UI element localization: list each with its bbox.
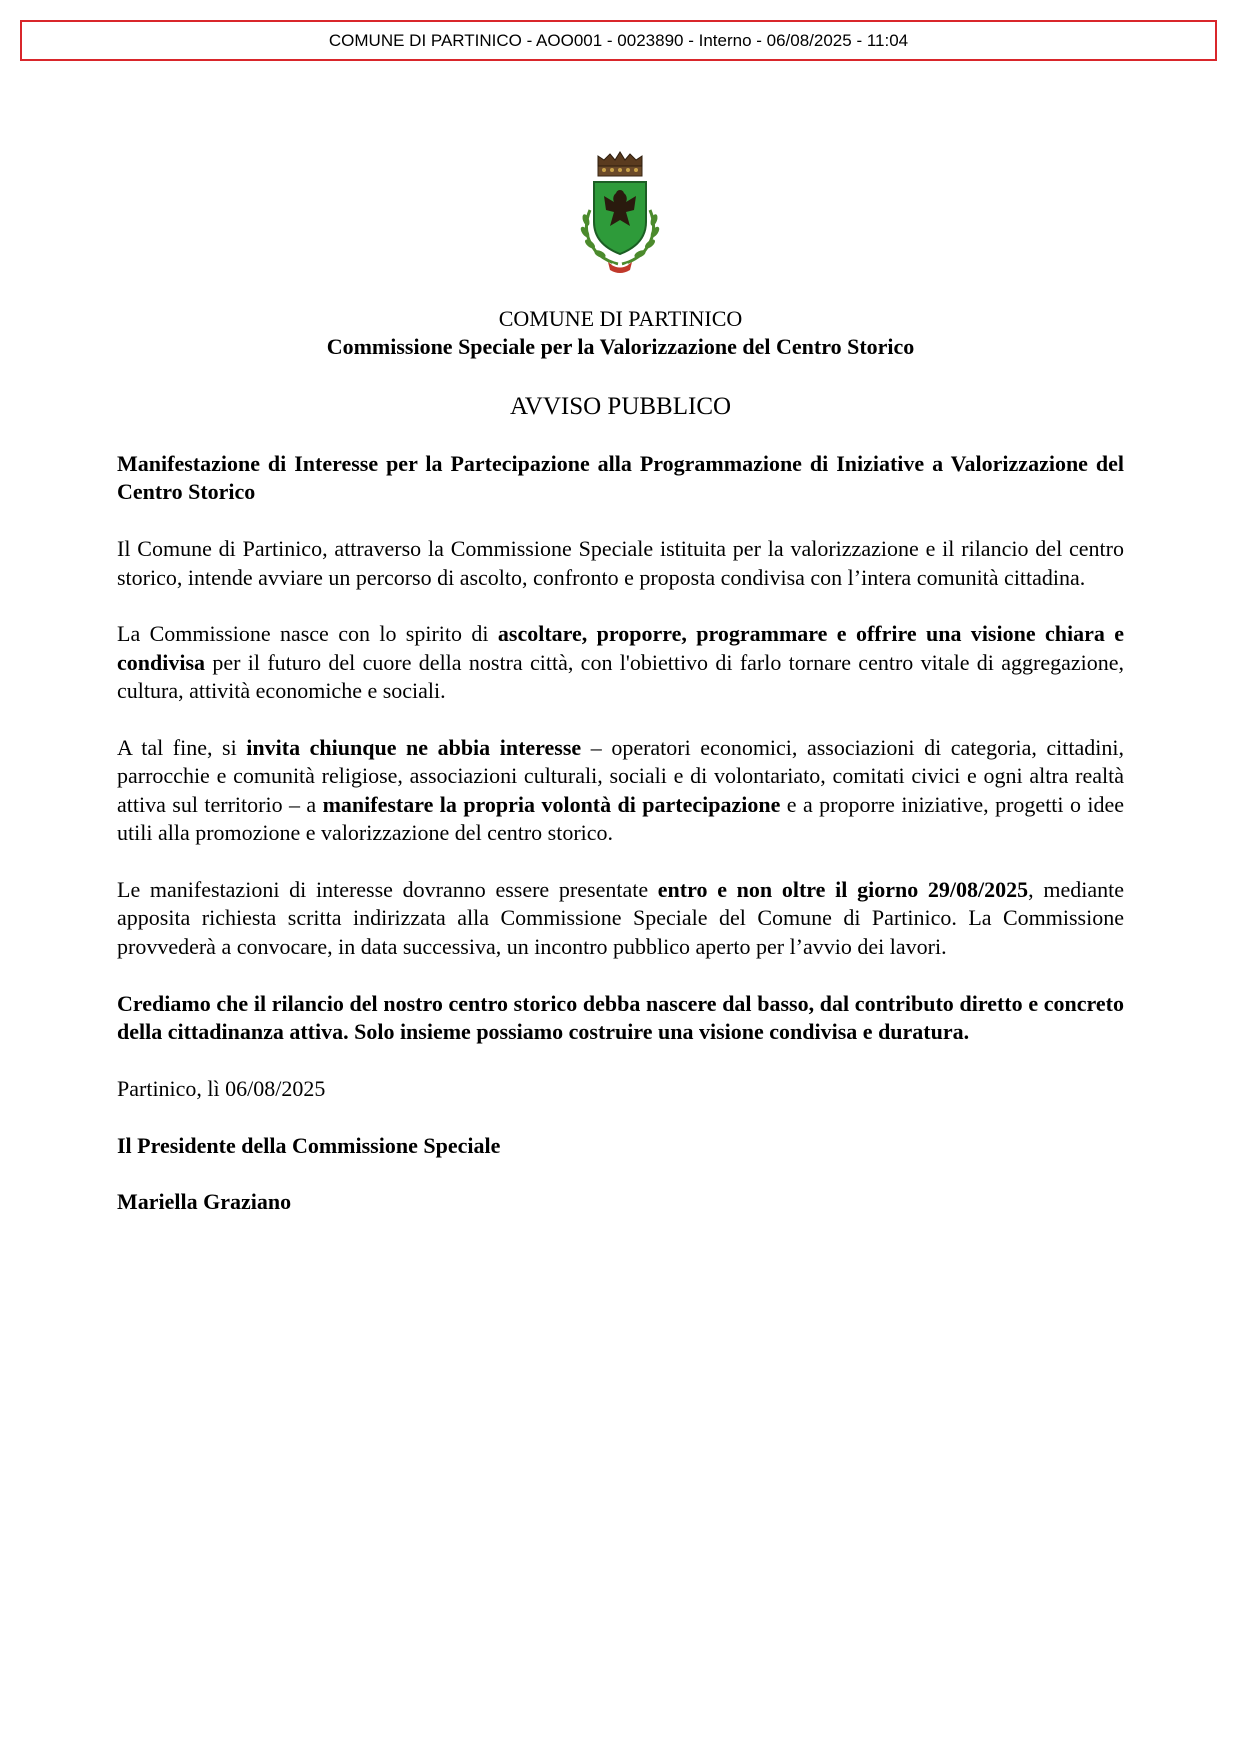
ente-title: COMUNE DI PARTINICO (498, 306, 743, 331)
paragraph-conclusion: Crediamo che il rilancio del nostro centro storico debba nascere dal basso, dal contributo diretto e concreto della cittadinanza attiva. Solo insieme possiamo costruire una visione condivisa e duratura. (117, 990, 1124, 1045)
signer-name: Mariella Graziano (117, 1189, 292, 1215)
crown-icon (598, 152, 642, 176)
paragraph-intro: Il Comune di Partinico, attraverso la Commissione Speciale istituita per la valorizzazione e il rilancio del centro storico, intende avviare un percorso di ascolto, confronto e proposta condivisa con l’intera comunità cittadina. (117, 536, 1124, 590)
document-body (117, 450, 1124, 1245)
paragraph-invitation: A tal fine, si invita chiunque ne abbia interesse – operatori economici, associazioni di categoria, cittadini, parrocchie e comunità religiose, associazioni culturali, sociali e di volontariato, comitati civici e ogni altra realtà attiva sul territorio – a manifestare la propria volontà di partecipazione e a proporre iniziative, progetti o idee utili alla promozione e valorizzazione del centro storico. (117, 735, 1125, 846)
paragraph-deadline: Le manifestazioni di interesse dovranno essere presentate entro e non oltre il giorno 29/08/2025, mediante apposita richiesta scritta indirizzata alla Commissione Speciale del Comune di Partinico. La Commissione provvederà a convocare, in data successiva, un incontro pubblico aperto per l’avvio dei lavori. (117, 877, 1125, 959)
document-title: AVVISO PUBBLICO (509, 393, 732, 420)
paragraph-spirit: La Commissione nasce con lo spirito di ascoltare, proporre, programmare e offrire una visione chiara e condivisa per il futuro del cuore della nostra città, con l'obiettivo di farlo tornare centro vitale di aggregazione, cultura, attività economiche e sociali. (117, 621, 1124, 704)
subject-heading: Manifestazione di Interesse per la Partecipazione alla Programmazione di Iniziative a Valorizzazione del Centro Storico (117, 451, 1124, 505)
coat-of-arms-icon (568, 150, 672, 278)
protocol-stamp: COMUNE DI PARTINICO - AOO001 - 0023890 - Interno - 06/08/2025 - 11:04 (20, 20, 1217, 61)
place-date: Partinico, lì 06/08/2025 (117, 1075, 326, 1101)
signer-role: Il Presidente della Commissione Speciale (117, 1132, 501, 1158)
commissione-title: Commissione Speciale per la Valorizzazione del Centro Storico (326, 334, 915, 359)
